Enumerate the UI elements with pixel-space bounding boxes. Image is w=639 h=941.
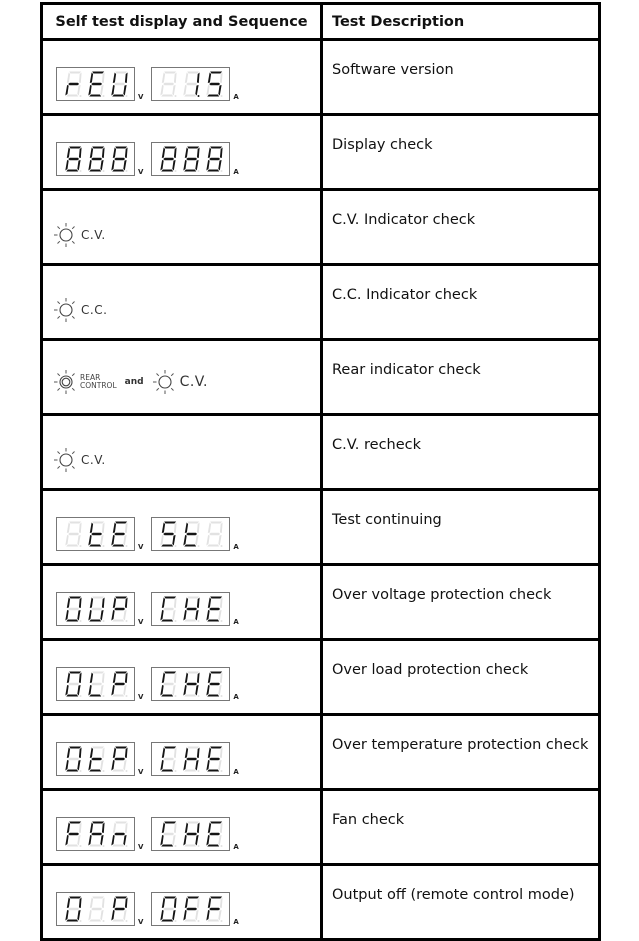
seven-segment-digit xyxy=(204,145,224,173)
display-pair xyxy=(43,53,320,101)
current-display xyxy=(151,517,230,551)
header-test-description: Test Description xyxy=(322,4,600,40)
voltage-display xyxy=(56,517,135,551)
display-sequence-cell xyxy=(42,490,322,565)
rear-control-indicator-icon xyxy=(53,369,79,395)
seven-segment-digit xyxy=(109,595,129,623)
seven-segment-digit xyxy=(63,145,83,173)
volt-unit-label: V xyxy=(138,618,144,626)
display-pair xyxy=(43,728,320,776)
seven-segment-digit xyxy=(204,670,224,698)
display-pair xyxy=(43,653,320,701)
display-pair xyxy=(43,878,320,926)
table-row xyxy=(42,865,600,940)
seven-segment-digit xyxy=(63,670,83,698)
seven-segment-digit xyxy=(109,670,129,698)
table-row xyxy=(42,790,600,865)
voltage-display xyxy=(56,817,135,851)
seven-segment-digit xyxy=(63,520,83,548)
display-sequence-cell xyxy=(42,640,322,715)
amp-unit-label: A xyxy=(233,918,239,926)
test-description: Display check xyxy=(322,115,600,190)
seven-segment-digit xyxy=(86,745,106,773)
current-display xyxy=(151,892,230,926)
seven-segment-digit xyxy=(109,145,129,173)
voltage-display xyxy=(56,142,135,176)
seven-segment-digit xyxy=(204,595,224,623)
volt-unit-label: V xyxy=(138,843,144,851)
test-description: C.V. recheck xyxy=(322,415,600,490)
test-description: Test continuing xyxy=(322,490,600,565)
test-description: Over load protection check xyxy=(322,640,600,715)
seven-segment-digit xyxy=(204,70,224,98)
rear-control-label: REAR CONTROL xyxy=(80,373,117,390)
current-display xyxy=(151,817,230,851)
sun-indicator-icon xyxy=(53,297,79,323)
seven-segment-digit xyxy=(86,670,106,698)
volt-unit-label: V xyxy=(138,168,144,176)
voltage-display xyxy=(56,592,135,626)
seven-segment-digit xyxy=(181,70,201,98)
amp-unit-label: A xyxy=(233,543,239,551)
display-sequence-cell xyxy=(42,115,322,190)
display-pair xyxy=(43,128,320,176)
test-description: Over voltage protection check xyxy=(322,565,600,640)
seven-segment-digit xyxy=(158,70,178,98)
header-display-sequence: Self test display and Sequence xyxy=(42,4,322,40)
indicator-label: C.C. xyxy=(81,303,108,317)
seven-segment-digit xyxy=(181,745,201,773)
amp-unit-label: A xyxy=(233,168,239,176)
amp-unit-label: A xyxy=(233,93,239,101)
indicator-group xyxy=(43,281,320,323)
volt-unit-label: V xyxy=(138,768,144,776)
display-sequence-cell xyxy=(42,340,322,415)
test-description: Fan check xyxy=(322,790,600,865)
sun-indicator-icon xyxy=(53,222,79,248)
voltage-display xyxy=(56,742,135,776)
test-description: C.V. Indicator check xyxy=(322,190,600,265)
table-row xyxy=(42,265,600,340)
test-description: Rear indicator check xyxy=(322,340,600,415)
indicator-pair xyxy=(43,359,320,395)
current-display xyxy=(151,667,230,701)
seven-segment-digit xyxy=(109,820,129,848)
volt-unit-label: V xyxy=(138,93,144,101)
display-pair xyxy=(43,503,320,551)
display-sequence-cell xyxy=(42,40,322,115)
current-display xyxy=(151,67,230,101)
table-row xyxy=(42,640,600,715)
display-pair xyxy=(43,803,320,851)
seven-segment-digit xyxy=(158,145,178,173)
test-description: Output off (remote control mode) xyxy=(322,865,600,940)
seven-segment-digit xyxy=(204,820,224,848)
test-description: Over temperature protection check xyxy=(322,715,600,790)
display-sequence-cell xyxy=(42,865,322,940)
seven-segment-digit xyxy=(86,520,106,548)
seven-segment-digit xyxy=(158,895,178,923)
table-row xyxy=(42,715,600,790)
table-row xyxy=(42,115,600,190)
amp-unit-label: A xyxy=(233,768,239,776)
indicator-label: C.V. xyxy=(179,374,209,390)
table-row xyxy=(42,340,600,415)
table-row xyxy=(42,565,600,640)
seven-segment-digit xyxy=(204,895,224,923)
display-sequence-cell xyxy=(42,190,322,265)
seven-segment-digit xyxy=(86,595,106,623)
seven-segment-digit xyxy=(109,895,129,923)
seven-segment-digit xyxy=(158,820,178,848)
voltage-display xyxy=(56,667,135,701)
volt-unit-label: V xyxy=(138,693,144,701)
seven-segment-digit xyxy=(86,145,106,173)
table-row xyxy=(42,415,600,490)
seven-segment-digit xyxy=(158,670,178,698)
indicator-group xyxy=(43,206,320,248)
display-sequence-cell xyxy=(42,565,322,640)
table-row xyxy=(42,190,600,265)
volt-unit-label: V xyxy=(138,918,144,926)
volt-unit-label: V xyxy=(138,543,144,551)
display-sequence-cell xyxy=(42,790,322,865)
voltage-display xyxy=(56,67,135,101)
display-sequence-cell xyxy=(42,415,322,490)
seven-segment-digit xyxy=(158,595,178,623)
seven-segment-digit xyxy=(63,745,83,773)
seven-segment-digit xyxy=(181,895,201,923)
voltage-display xyxy=(56,892,135,926)
seven-segment-digit xyxy=(109,745,129,773)
display-sequence-cell xyxy=(42,265,322,340)
sun-indicator-icon xyxy=(152,369,178,395)
seven-segment-digit xyxy=(63,895,83,923)
seven-segment-digit xyxy=(181,595,201,623)
seven-segment-digit xyxy=(158,520,178,548)
test-description: C.C. Indicator check xyxy=(322,265,600,340)
seven-segment-digit xyxy=(86,895,106,923)
seven-segment-digit xyxy=(86,70,106,98)
display-sequence-cell xyxy=(42,715,322,790)
table-row xyxy=(42,40,600,115)
table-row xyxy=(42,490,600,565)
amp-unit-label: A xyxy=(233,618,239,626)
seven-segment-digit xyxy=(109,520,129,548)
seven-segment-digit xyxy=(63,70,83,98)
indicator-label: C.V. xyxy=(81,453,106,467)
indicator-label: C.V. xyxy=(81,228,106,242)
test-description: Software version xyxy=(322,40,600,115)
seven-segment-digit xyxy=(158,745,178,773)
amp-unit-label: A xyxy=(233,843,239,851)
header-row xyxy=(42,4,600,40)
current-display xyxy=(151,742,230,776)
seven-segment-digit xyxy=(204,520,224,548)
seven-segment-digit xyxy=(181,145,201,173)
self-test-table xyxy=(40,2,601,941)
seven-segment-digit xyxy=(181,670,201,698)
seven-segment-digit xyxy=(181,520,201,548)
seven-segment-digit xyxy=(204,745,224,773)
seven-segment-digit xyxy=(86,820,106,848)
current-display xyxy=(151,592,230,626)
current-display xyxy=(151,142,230,176)
amp-unit-label: A xyxy=(233,693,239,701)
display-pair xyxy=(43,578,320,626)
sun-indicator-icon xyxy=(53,447,79,473)
seven-segment-digit xyxy=(109,70,129,98)
indicator-group xyxy=(43,431,320,473)
seven-segment-digit xyxy=(63,595,83,623)
and-label: and xyxy=(124,377,144,387)
seven-segment-digit xyxy=(181,820,201,848)
seven-segment-digit xyxy=(63,820,83,848)
